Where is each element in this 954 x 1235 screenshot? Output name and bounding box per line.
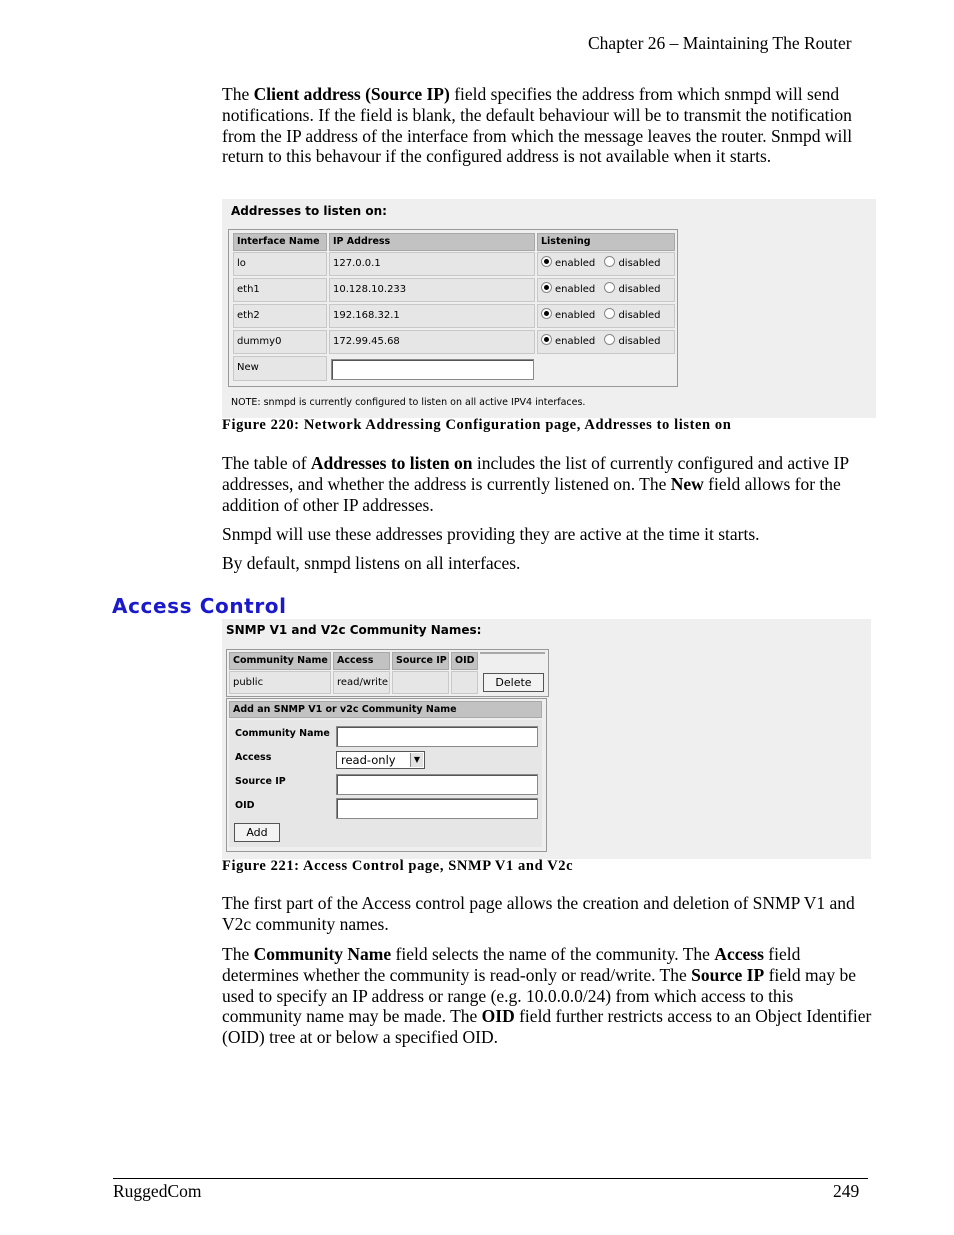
community-name-label: Community Name [235, 728, 330, 739]
community-oid-cell [451, 671, 478, 694]
addresses-panel [222, 199, 876, 418]
enabled-radio[interactable] [541, 334, 552, 345]
iface-cell: lo [233, 252, 327, 276]
col-access: Access [333, 652, 390, 670]
oid-input[interactable] [336, 798, 538, 819]
add-community-title: Add an SNMP V1 or v2c Community Name [229, 701, 542, 718]
add-community-form [226, 698, 547, 852]
disabled-radio[interactable] [604, 256, 615, 267]
col-listening: Listening [537, 233, 675, 251]
community-title: SNMP V1 and V2c Community Names: [226, 623, 482, 637]
enabled-radio[interactable] [541, 282, 552, 293]
source-ip-input[interactable] [336, 774, 538, 795]
listening-cell: enabled disabled [537, 278, 675, 302]
col-source-ip: Source IP [392, 652, 449, 670]
ip-cell: 172.99.45.68 [329, 330, 535, 354]
chapter-header: Chapter 26 – Maintaining The Router [588, 33, 852, 53]
delete-button[interactable]: Delete [483, 673, 544, 692]
community-access-cell: read/write [333, 671, 390, 694]
enabled-radio[interactable] [541, 308, 552, 319]
listening-cell: enabled disabled [537, 330, 675, 354]
community-name-input[interactable] [336, 726, 538, 747]
disabled-radio[interactable] [604, 282, 615, 293]
fields-paragraph: The Community Name field selects the name of the community. The Access field determines whether the community is read-only or read/write. The Source IP field may be used to specify an IP address or range (e.g. 10.0.0.0/24) from which access to this community name may be made. The OID field further restricts access to an Object Identifier (OID) tree at or below a specified OID. [222, 944, 872, 1048]
ip-cell: 127.0.0.1 [329, 252, 535, 276]
access-intro-paragraph: The first part of the Access control page allows the creation and deletion of SNMP V1 and V2c community names. [222, 893, 855, 934]
iface-cell: dummy0 [233, 330, 327, 354]
add-button[interactable]: Add [234, 823, 280, 842]
access-select[interactable]: read-only ▼ [336, 751, 425, 769]
footer-rule [113, 1178, 868, 1179]
addresses-table [228, 229, 678, 387]
new-address-input[interactable] [331, 359, 534, 380]
active-paragraph: Snmpd will use these addresses providing they are active at the time it starts. [222, 524, 760, 544]
community-panel [222, 619, 871, 859]
addresses-title: Addresses to listen on: [231, 204, 387, 218]
page-number: 249 [833, 1181, 860, 1201]
enabled-radio[interactable] [541, 256, 552, 267]
dropdown-arrow-icon[interactable]: ▼ [410, 753, 423, 767]
addresses-paragraph: The table of Addresses to listen on includes the list of currently configured and active IP addresses, and whether the address is currently listened on. The New field allows for the addition of other IP addresses. [222, 453, 849, 515]
section-heading: Access Control [112, 594, 287, 618]
ip-cell: 192.168.32.1 [329, 304, 535, 328]
community-table [226, 649, 549, 697]
listening-cell: enabled disabled [537, 252, 675, 276]
oid-label: OID [235, 800, 255, 811]
col-ip-address: IP Address [329, 233, 535, 251]
community-source-cell [392, 671, 449, 694]
community-name-cell: public [229, 671, 331, 694]
ip-cell: 10.128.10.233 [329, 278, 535, 302]
col-actions [480, 652, 545, 654]
figure-221-caption: Figure 221: Access Control page, SNMP V1 and V2c [222, 858, 574, 874]
iface-cell: eth2 [233, 304, 327, 328]
listening-cell: enabled disabled [537, 304, 675, 328]
intro-paragraph: The Client address (Source IP) field specifies the address from which snmpd will send notifications. If the field is blank, the default behaviour will be to transmit the notification from the IP address of the interface from which the message leaves the router. Snmpd will return to this behavour if the configured address is not available when it starts. [222, 84, 853, 167]
col-community-name: Community Name [229, 652, 331, 670]
source-ip-label: Source IP [235, 776, 286, 787]
disabled-radio[interactable] [604, 334, 615, 345]
listen-note: NOTE: snmpd is currently configured to listen on all active IPV4 interfaces. [231, 397, 586, 408]
iface-cell: eth1 [233, 278, 327, 302]
figure-220-caption: Figure 220: Network Addressing Configuration page, Addresses to listen on [222, 417, 732, 433]
disabled-radio[interactable] [604, 308, 615, 319]
col-interface-name: Interface Name [233, 233, 327, 251]
new-label: New [233, 356, 327, 381]
col-oid: OID [451, 652, 478, 670]
default-paragraph: By default, snmpd listens on all interfaces. [222, 553, 521, 573]
access-label: Access [235, 752, 272, 763]
footer-company: RuggedCom [113, 1181, 202, 1201]
